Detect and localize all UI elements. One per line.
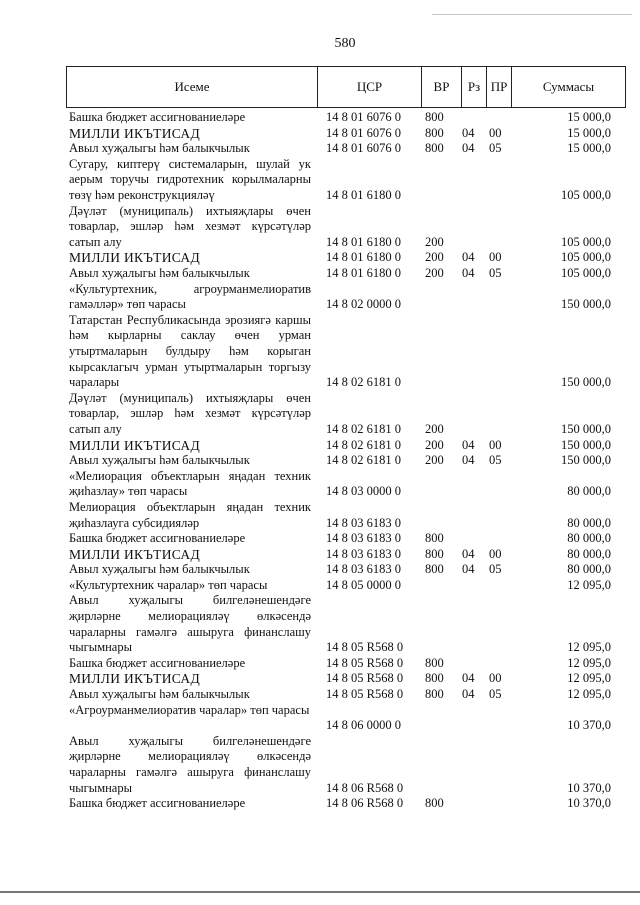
row-pr: 00 [489, 250, 502, 265]
row-vr: 200 [425, 437, 444, 452]
row-csr: 14 8 02 6181 0 [326, 421, 401, 436]
row-sum: 150 000,0 [561, 375, 611, 390]
row-csr: 14 8 06 R568 0 [326, 780, 404, 795]
row-name: Башка бюджет ассигнованиеләре [69, 655, 246, 670]
row-csr: 14 8 02 6181 0 [326, 453, 401, 468]
row-rz: 04 [462, 562, 475, 577]
row-name: Авыл хуҗалыгы һәм балыкчылык [69, 265, 250, 280]
row-csr: 14 8 01 6180 0 [326, 250, 401, 265]
table-row [0, 531, 640, 547]
table-header [66, 66, 626, 108]
row-sum: 105 000,0 [561, 250, 611, 265]
table-row [0, 157, 640, 204]
row-name: Авыл хуҗалыгы һәм балыкчылык [69, 687, 250, 702]
row-csr: 14 8 01 6180 0 [326, 234, 401, 249]
table-row [0, 391, 640, 438]
row-vr: 800 [425, 671, 444, 686]
table-row [0, 656, 640, 672]
table-row [0, 578, 640, 594]
row-rz: 04 [462, 546, 475, 561]
row-name: Сугару, киптерү системаларын, шулай ук аерым торучы гидротехник корылмаларны төзү һәм реконструкцияләү [69, 156, 311, 202]
row-sum: 12 095,0 [567, 577, 611, 592]
table-row [0, 796, 640, 812]
row-sum: 105 000,0 [561, 187, 611, 202]
row-name: МИЛЛИ ИКЪТИСАД [69, 437, 200, 453]
row-csr: 14 8 03 6183 0 [326, 531, 401, 546]
row-csr: 14 8 06 R568 0 [326, 796, 404, 811]
row-vr: 800 [425, 141, 444, 156]
row-vr: 800 [425, 562, 444, 577]
row-name: Татарстан Республикасында эрозиягә каршы һәм кырларны саклау өчен урман утыртмаларын булдыру һәм корыган кырсаклагыч урман утыртмаларын торгызу чаралары [69, 312, 311, 390]
row-name: «Мелиорация объектларын яңадан техник җиһазлау» төп чарасы [69, 468, 311, 499]
row-csr: 14 8 01 6076 0 [326, 125, 401, 140]
header-rz: Рз [461, 67, 486, 107]
row-name: «Культуртехник, агроурманмелиоратив гамәлләр» төп чарасы [69, 281, 311, 312]
row-csr: 14 8 03 6183 0 [326, 515, 401, 530]
row-name: Авыл хуҗалыгы һәм балыкчылык [69, 453, 250, 468]
row-name: Авыл хуҗалыгы билгеләнешендәге җирләрне мелиорацияләү өлкәсендә чараларны гамәлгә ашыруга финанслашу чыгымнары [69, 593, 311, 655]
header-vr: ВР [421, 67, 461, 107]
row-name: Башка бюджет ассигнованиеләре [69, 110, 246, 124]
row-sum: 10 370,0 [567, 718, 611, 733]
row-pr: 05 [489, 265, 502, 280]
table-row [0, 562, 640, 578]
row-rz: 04 [462, 687, 475, 702]
table-row [0, 687, 640, 703]
row-vr: 800 [425, 110, 444, 124]
row-pr: 00 [489, 671, 502, 686]
row-csr: 14 8 03 0000 0 [326, 484, 401, 499]
header-pr: ПР [486, 67, 511, 107]
row-vr: 800 [425, 655, 444, 670]
row-sum: 105 000,0 [561, 234, 611, 249]
table-row [0, 313, 640, 391]
row-sum: 15 000,0 [567, 110, 611, 124]
table-row [0, 703, 640, 734]
row-sum: 80 000,0 [567, 484, 611, 499]
table-row [0, 734, 640, 796]
row-sum: 150 000,0 [561, 297, 611, 312]
header-csr: ЦСР [317, 67, 421, 107]
row-name: Дәүләт (муниципаль) ихтыяҗлары өчен товарлар, эшләр һәм хезмәт күрсәтүләр сатып алу [69, 390, 311, 436]
row-csr: 14 8 05 0000 0 [326, 577, 401, 592]
table-row [0, 282, 640, 313]
row-csr: 14 8 05 R568 0 [326, 687, 404, 702]
row-csr: 14 8 03 6183 0 [326, 546, 401, 561]
table-row [0, 250, 640, 266]
row-sum: 150 000,0 [561, 421, 611, 436]
row-csr: 14 8 01 6180 0 [326, 265, 401, 280]
row-name: Авыл хуҗалыгы билгеләнешендәге җирләрне мелиорацияләү өлкәсендә чараларны гамәлгә ашыруга финанслашу чыгымнары [69, 733, 311, 795]
row-csr: 14 8 01 6076 0 [326, 141, 401, 156]
row-rz: 04 [462, 141, 475, 156]
table-row [0, 110, 640, 126]
row-name: Башка бюджет ассигнованиеләре [69, 531, 246, 546]
row-sum: 150 000,0 [561, 437, 611, 452]
row-csr: 14 8 05 R568 0 [326, 671, 404, 686]
row-vr: 800 [425, 796, 444, 811]
row-pr: 05 [489, 562, 502, 577]
row-csr: 14 8 05 R568 0 [326, 655, 404, 670]
row-vr: 200 [425, 453, 444, 468]
row-csr: 14 8 01 6076 0 [326, 110, 401, 124]
table-row [0, 204, 640, 251]
row-name: Дәүләт (муниципаль) ихтыяҗлары өчен товарлар, эшләр һәм хезмәт күрсәтүләр сатып алу [69, 203, 311, 249]
row-vr: 800 [425, 687, 444, 702]
scan-bottom-edge-line [0, 891, 640, 893]
row-rz: 04 [462, 671, 475, 686]
row-sum: 10 370,0 [567, 796, 611, 811]
row-sum: 15 000,0 [567, 141, 611, 156]
row-vr: 200 [425, 234, 444, 249]
row-pr: 05 [489, 453, 502, 468]
row-vr: 200 [425, 421, 444, 436]
row-pr: 00 [489, 546, 502, 561]
row-pr: 00 [489, 125, 502, 140]
row-vr: 800 [425, 546, 444, 561]
budget-table-body [0, 110, 640, 812]
row-name: МИЛЛИ ИКЪТИСАД [69, 546, 200, 562]
row-sum: 150 000,0 [561, 453, 611, 468]
row-vr: 800 [425, 125, 444, 140]
row-name: Мелиорация объектларын яңадан техник җиһазлауга субсидияләр [69, 499, 311, 530]
table-row [0, 126, 640, 142]
row-vr: 200 [425, 265, 444, 280]
table-row [0, 547, 640, 563]
row-sum: 12 095,0 [567, 655, 611, 670]
row-name: МИЛЛИ ИКЪТИСАД [69, 250, 200, 266]
header-name: Исеме [174, 79, 210, 94]
row-sum: 15 000,0 [567, 125, 611, 140]
row-csr: 14 8 02 0000 0 [326, 297, 401, 312]
page-number: 580 [334, 36, 356, 51]
row-vr: 200 [425, 250, 444, 265]
row-rz: 04 [462, 250, 475, 265]
row-rz: 04 [462, 437, 475, 452]
row-rz: 04 [462, 125, 475, 140]
row-name: Авыл хуҗалыгы һәм балыкчылык [69, 562, 250, 577]
row-pr: 00 [489, 437, 502, 452]
table-row [0, 453, 640, 469]
row-csr: 14 8 06 0000 0 [326, 718, 401, 733]
row-csr: 14 8 03 6183 0 [326, 562, 401, 577]
row-sum: 105 000,0 [561, 265, 611, 280]
row-sum: 12 095,0 [567, 671, 611, 686]
row-rz: 04 [462, 265, 475, 280]
row-sum: 80 000,0 [567, 531, 611, 546]
row-csr: 14 8 02 6181 0 [326, 375, 401, 390]
scan-top-edge-line [432, 14, 632, 15]
table-row [0, 438, 640, 454]
row-csr: 14 8 01 6180 0 [326, 187, 401, 202]
header-sum: Суммасы [511, 67, 625, 107]
row-sum: 80 000,0 [567, 546, 611, 561]
row-name: Башка бюджет ассигнованиеләре [69, 796, 246, 811]
row-sum: 80 000,0 [567, 515, 611, 530]
row-csr: 14 8 02 6181 0 [326, 437, 401, 452]
table-row [0, 469, 640, 500]
table-row [0, 671, 640, 687]
row-name: МИЛЛИ ИКЪТИСАД [69, 671, 200, 687]
row-name: «Агроурманмелиоратив чаралар» төп чарасы [69, 702, 310, 717]
row-csr: 14 8 05 R568 0 [326, 640, 404, 655]
table-row [0, 141, 640, 157]
row-name: МИЛЛИ ИКЪТИСАД [69, 125, 200, 141]
row-sum: 10 370,0 [567, 780, 611, 795]
row-pr: 05 [489, 141, 502, 156]
table-row [0, 593, 640, 655]
row-name: «Культуртехник чаралар» төп чарасы [69, 577, 268, 592]
row-sum: 12 095,0 [567, 687, 611, 702]
row-vr: 800 [425, 531, 444, 546]
row-rz: 04 [462, 453, 475, 468]
row-name: Авыл хуҗалыгы һәм балыкчылык [69, 141, 250, 156]
row-sum: 80 000,0 [567, 562, 611, 577]
table-row [0, 500, 640, 531]
table-row [0, 266, 640, 282]
row-pr: 05 [489, 687, 502, 702]
row-sum: 12 095,0 [567, 640, 611, 655]
